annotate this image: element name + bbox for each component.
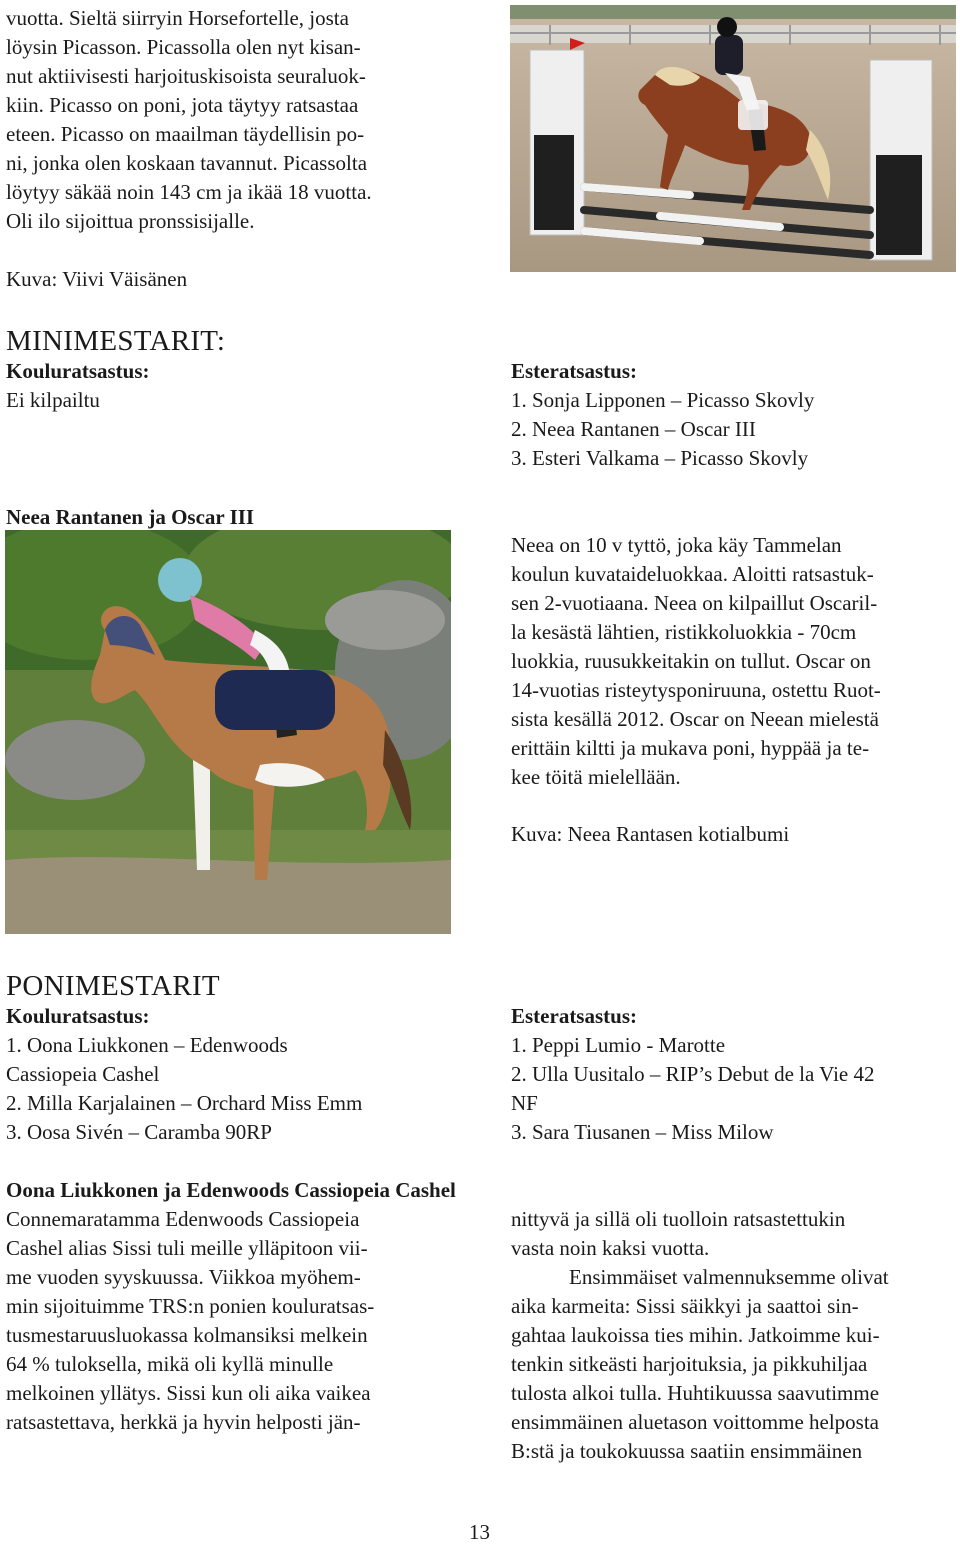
- story-line: la kesästä lähtien, ristikkoluokkia - 70cm: [511, 620, 857, 644]
- story-line: Connemaratamma Edenwoods Cassiopeia: [6, 1207, 360, 1231]
- story-line: luokkia, ruusukkeitakin on tullut. Oscar on: [511, 649, 871, 673]
- jumping-photo-image: [510, 5, 956, 272]
- jumping-title: Esteratsastus:: [511, 359, 637, 383]
- intro-line: löytyy säkää noin 143 cm ja ikää 18 vuotta.: [6, 180, 372, 204]
- story-line: koulun kuvataideluokkaa. Aloitti ratsastuk-: [511, 562, 874, 586]
- oona-story-left: [6, 1205, 374, 1437]
- dressage-title: Kouluratsastus:: [6, 1004, 150, 1028]
- oona-story-right: [511, 1205, 889, 1466]
- story-line: gahtaa laukoissa ties mihin. Jatkoimme kui-: [511, 1323, 880, 1347]
- page-number: 13: [469, 1520, 490, 1544]
- story-line: Cashel alias Sissi tuli meille ylläpitoon vii-: [6, 1236, 368, 1260]
- intro-line: eteen. Picasso on maailman täydellisin po-: [6, 122, 365, 146]
- jumping-title: Esteratsastus:: [511, 1004, 637, 1028]
- dressage-result: 3. Oosa Sivén – Caramba 90RP: [6, 1120, 272, 1144]
- jumping-result: NF: [511, 1091, 538, 1115]
- jumping-result: 1. Sonja Lipponen – Picasso Skovly: [511, 388, 815, 412]
- minimestarit-dressage: [6, 357, 150, 415]
- intro-line: kiin. Picasso on poni, jota täytyy ratsastaa: [6, 93, 359, 117]
- story-line: sen 2-vuotiaana. Neea on kilpaillut Oscaril-: [511, 591, 878, 615]
- jumping-result: 2. Ulla Uusitalo – RIP’s Debut de la Vie 42: [511, 1062, 875, 1086]
- story-line: Neea on 10 v tyttö, joka käy Tammelan: [511, 533, 842, 557]
- story-line: 14-vuotias risteytysponiruuna, ostettu Ruot-: [511, 678, 881, 702]
- neea-oscar-photo-image: [5, 530, 451, 934]
- oona-heading: Oona Liukkonen ja Edenwoods Cassiopeia Cashel: [6, 1178, 456, 1202]
- ponimestarit-heading: PONIMESTARIT: [6, 970, 220, 1002]
- intro-line: ni, jonka olen koskaan tavannut. Picassolta: [6, 151, 368, 175]
- intro-paragraph: [6, 4, 372, 236]
- intro-line: nut aktiivisesti harjoituskisoista seuraluok-: [6, 64, 366, 88]
- story-line: 64 % tuloksella, mikä oli kyllä minulle: [6, 1352, 334, 1376]
- story-line: melkoinen yllätys. Sissi kun oli aika vaikea: [6, 1381, 371, 1405]
- story-line: tusmestaruusluokassa kolmansiksi melkein: [6, 1323, 368, 1347]
- neea-caption: Neea Rantanen ja Oscar III: [6, 505, 255, 529]
- story-line: sista kesällä 2012. Oscar on Neean mielestä: [511, 707, 879, 731]
- intro-line: löysin Picasson. Picassolla olen nyt kisan-: [6, 35, 361, 59]
- story-line: tenkin sitkeästi harjoituksia, ja pikkuhiljaa: [511, 1352, 868, 1376]
- story-line: ensimmäinen aluetason voittomme helposta: [511, 1410, 880, 1434]
- dressage-result: Cassiopeia Cashel: [6, 1062, 160, 1086]
- dressage-result: 1. Oona Liukkonen – Edenwoods: [6, 1033, 288, 1057]
- story-line: ratsastettava, herkkä ja hyvin helposti jän-: [6, 1410, 361, 1434]
- dressage-title: Kouluratsastus:: [6, 359, 150, 383]
- story-line: min sijoituimme TRS:n ponien kouluratsas-: [6, 1294, 375, 1318]
- story-line: B:stä ja toukokuussa saatiin ensimmäinen: [511, 1439, 863, 1463]
- neea-story: [511, 531, 881, 792]
- jumping-result: 1. Peppi Lumio - Marotte: [511, 1033, 726, 1057]
- jumping-result: 3. Sara Tiusanen – Miss Milow: [511, 1120, 774, 1144]
- jumping-photo: [510, 5, 956, 272]
- ponimestarit-jumping: [511, 1002, 874, 1147]
- dressage-result: Ei kilpailtu: [6, 388, 100, 412]
- intro-line: vuotta. Sieltä siirryin Horsefortelle, josta: [6, 6, 349, 30]
- neea-oscar-photo: [5, 530, 451, 934]
- minimestarit-jumping: [511, 357, 814, 473]
- story-line: Ensimmäiset valmennuksemme olivat: [569, 1265, 889, 1289]
- story-line: tulosta alkoi tulla. Huhtikuussa saavutimme: [511, 1381, 880, 1405]
- minimestarit-heading: MINIMESTARIT:: [6, 325, 226, 357]
- story-line: erittäin kiltti ja mukava poni, hyppää ja te-: [511, 736, 870, 760]
- photo-credit-viivi: Kuva: Viivi Väisänen: [6, 267, 188, 291]
- story-line: aika karmeita: Sissi säikkyi ja saattoi sin-: [511, 1294, 859, 1318]
- dressage-result: 2. Milla Karjalainen – Orchard Miss Emm: [6, 1091, 363, 1115]
- intro-line: Oli ilo sijoittua pronssisijalle.: [6, 209, 255, 233]
- ponimestarit-dressage: [6, 1002, 362, 1147]
- story-line: me vuoden syyskuussa. Viikkoa myöhem-: [6, 1265, 361, 1289]
- story-line: nittyvä ja sillä oli tuolloin ratsastettukin: [511, 1207, 846, 1231]
- story-line: vasta noin kaksi vuotta.: [511, 1236, 710, 1260]
- photo-credit-neea: Kuva: Neea Rantasen kotialbumi: [511, 822, 790, 846]
- story-line: kee töitä mielellään.: [511, 765, 681, 789]
- jumping-result: 3. Esteri Valkama – Picasso Skovly: [511, 446, 809, 470]
- jumping-result: 2. Neea Rantanen – Oscar III: [511, 417, 756, 441]
